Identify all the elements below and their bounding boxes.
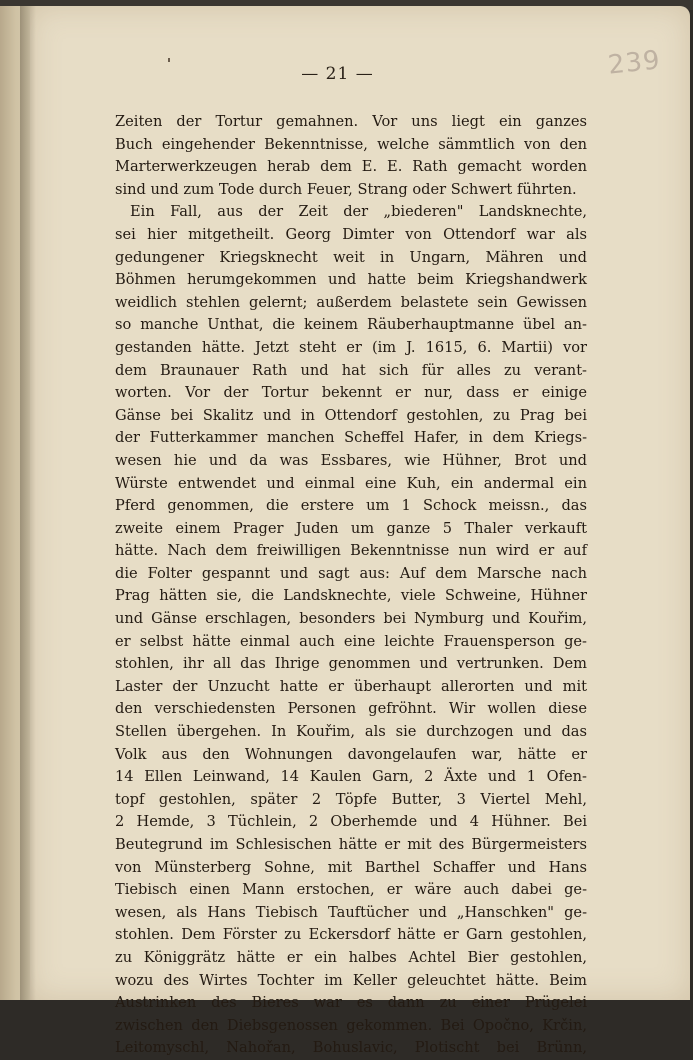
text-line: zweite einem Prager Juden um ganze 5 Thaler verkauft <box>115 519 587 537</box>
text-line: er selbst hätte einmal auch eine leichte Frauensperson ge- <box>115 632 587 650</box>
text-line: der Futterkammer manchen Scheffel Hafer, in dem Kriegs- <box>115 429 587 447</box>
text-line: dem Braunauer Rath und hat sich für alles zu verant- <box>115 361 587 379</box>
text-line: Marterwerkzeugen herab dem E. E. Rath gemacht worden <box>115 158 587 176</box>
text-line: Prag hätten sie, die Landsknechte, viele Schweine, Hühner <box>115 587 587 605</box>
text-line: so manche Unthat, die keinem Räuberhauptmanne übel an- <box>115 316 587 334</box>
body-text <box>115 111 587 1060</box>
text-line: die Folter gespannt und sagt aus: Auf dem Marsche nach <box>115 564 587 582</box>
text-line: und Gänse erschlagen, besonders bei Nymburg und Kouřim, <box>115 610 587 628</box>
text-line: worten. Vor der Tortur bekennt er nur, dass er einige <box>115 384 587 402</box>
text-line: zwischen den Diebsgenossen gekommen. Bei Opočno, Krčin, <box>115 1016 587 1034</box>
text-line: hätte. Nach dem freiwilligen Bekenntnisse nun wird er auf <box>115 542 587 560</box>
text-line: den verschiedensten Personen gefröhnt. Wir wollen diese <box>115 700 587 718</box>
text-line: stohlen. Dem Förster zu Eckersdorf hätte er Garn gestohlen, <box>115 926 587 944</box>
text-line: gestanden hätte. Jetzt steht er (im J. 1615, 6. Martii) vor <box>115 338 587 356</box>
text-line: Volk aus den Wohnungen davongelaufen war, hätte er <box>115 745 587 763</box>
text-line: wesen hie und da was Essbares, wie Hühner, Brot und <box>115 451 587 469</box>
ink-speck <box>168 58 170 62</box>
archive-pencil-mark: 239 <box>606 45 663 81</box>
text-line: Gänse bei Skalitz und in Ottendorf gestohlen, zu Prag bei <box>115 406 587 424</box>
text-line: Buch eingehender Bekenntnisse, welche sämmtlich von den <box>115 135 587 153</box>
text-line: zu Königgrätz hätte er ein halbes Achtel Bier gestohlen, <box>115 948 587 966</box>
text-line: Böhmen herumgekommen und hatte beim Kriegshandwerk <box>115 271 587 289</box>
text-line: Stellen übergehen. In Kouřim, als sie durchzogen und das <box>115 723 587 741</box>
paper-page <box>30 6 690 1057</box>
text-line: weidlich stehlen gelernt; außerdem belastete sein Gewissen <box>115 293 587 311</box>
text-line: sei hier mitgetheilt. Georg Dimter von Ottendorf war als <box>115 225 587 243</box>
text-line: Austrinken des Bieres war es dann zu einer Prügelei <box>115 994 587 1012</box>
text-line: Leitomyschl, Nahořan, Bohuslavic, Plotischt bei Brünn, <box>115 1039 587 1057</box>
text-line: topf gestohlen, später 2 Töpfe Butter, 3 Viertel Mehl, <box>115 790 587 808</box>
text-line: sind und zum Tode durch Feuer, Strang oder Schwert führten. <box>115 180 577 198</box>
text-line: gedungener Kriegsknecht weit in Ungarn, Mähren und <box>115 248 587 266</box>
text-line: Beutegrund im Schlesischen hätte er mit des Bürgermeisters <box>115 836 587 853</box>
text-line: von Münsterberg Sohne, mit Barthel Schaffer und Hans <box>115 858 587 876</box>
text-line: Würste entwendet und einmal eine Kuh, ein andermal ein <box>115 474 587 492</box>
text-line: Tiebisch einen Mann erstochen, er wäre auch dabei ge- <box>115 881 587 899</box>
text-line: stohlen, ihr all das Ihrige genommen und vertrunken. Dem <box>115 655 587 673</box>
text-line: wesen, als Hans Tiebisch Tauftücher und „Hanschken" ge- <box>115 903 587 921</box>
text-line: Ein Fall, aus der Zeit der „biederen" Landsknechte, <box>130 203 587 221</box>
gutter-shadow <box>20 6 36 1000</box>
text-line: Zeiten der Tortur gemahnen. Vor uns liegt ein ganzes <box>115 113 587 130</box>
page-number: — 21 — <box>301 64 374 84</box>
text-line: Laster der Unzucht hatte er überhaupt allerorten und mit <box>115 677 587 695</box>
text-line: wozu des Wirtes Tochter im Keller geleuchtet hätte. Beim <box>115 971 587 989</box>
text-line: 2 Hemde, 3 Tüchlein, 2 Oberhemde und 4 Hühner. Bei <box>115 813 587 831</box>
text-line: 14 Ellen Leinwand, 14 Kaulen Garn, 2 Äxte und 1 Ofen- <box>115 768 587 786</box>
text-line: Pferd genommen, die erstere um 1 Schock meissn., das <box>115 497 587 515</box>
